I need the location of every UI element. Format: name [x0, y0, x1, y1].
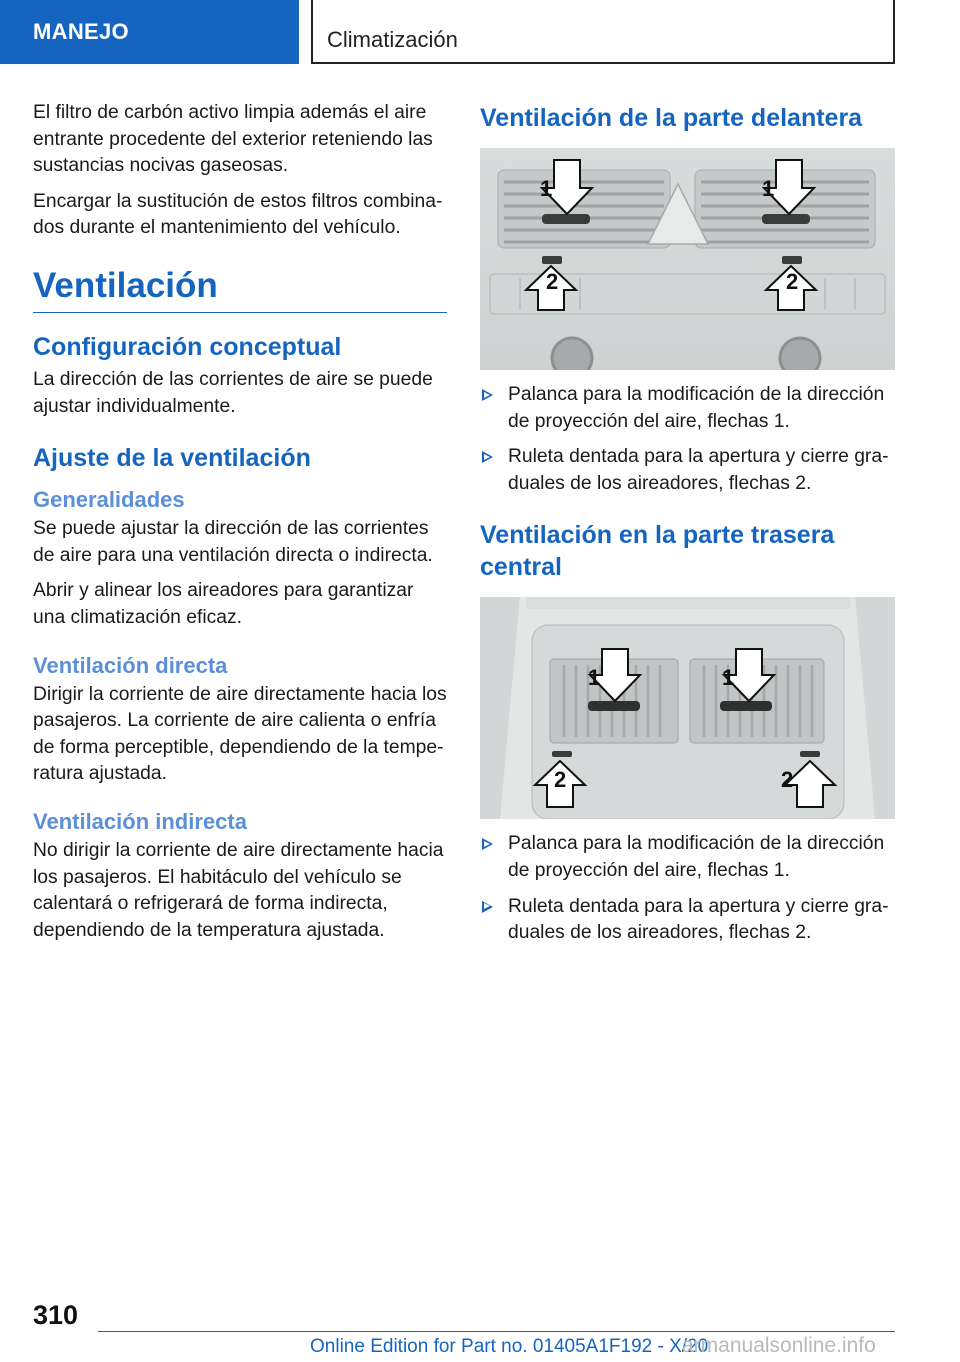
list-item [480, 382, 895, 435]
rear-vent-list [480, 831, 895, 946]
concept-text: La dirección de las corrientes de aire se puede ajustar individualmente. [33, 368, 433, 417]
footer-edition-text: Online Edition for Part no. 01405A1F192 - X/20 [310, 1336, 709, 1357]
list-item-text: Ruleta dentada para la apertura y cierre graduales de los aireadores, flechas 2. [508, 446, 889, 494]
front-vents-illustration [480, 148, 895, 370]
list-item-text: Ruleta dentada para la apertura y cierre graduales de los aireadores, flechas 2. [508, 895, 889, 944]
direct-heading: Ventilación directa [33, 652, 228, 678]
chapter-heading-ventilacion: Ventilación [33, 264, 447, 313]
rear-callout-2-left: 2 [554, 767, 567, 793]
rear-callout-1-right: 1 [722, 665, 735, 691]
front-vents-figure [480, 148, 895, 370]
chapter-tab [0, 0, 299, 64]
left-column [33, 100, 447, 953]
front-callout-1-right: 1 [762, 176, 775, 201]
triangle-bullet-icon [482, 838, 493, 850]
indirect-text: No dirigir la corriente de aire directamente hacia los pasajeros. El habitáculo del vehículo se calentará o refrigerará de forma indirecta, dependiendo de la temperatura ajustada. [33, 839, 444, 941]
section-title: Climatización [327, 27, 458, 52]
page-number: 310 [33, 1300, 79, 1330]
chapter-title: MANEJO [33, 19, 129, 44]
right-column [480, 100, 895, 956]
front-vent-heading: Ventilación de la parte delantera [480, 104, 863, 132]
watermark: armanualsonline.info [682, 1334, 876, 1357]
general-heading: Generalidades [33, 487, 185, 513]
concept-heading: Configuración conceptual [33, 332, 342, 361]
front-callout-2-left: 2 [546, 269, 559, 294]
list-item [480, 831, 895, 884]
adjust-heading: Ajuste de la ventilación [33, 444, 311, 473]
triangle-bullet-icon [482, 901, 493, 913]
section-header [311, 0, 895, 64]
footer-divider [98, 1331, 895, 1332]
indirect-heading: Ventilación indirecta [33, 808, 247, 834]
rear-vents-figure [480, 597, 895, 819]
triangle-bullet-icon [482, 451, 493, 463]
list-item-text: Palanca para la modificación de la dirección de proyección del aire, flechas 1. [508, 384, 885, 432]
rear-vents-illustration [480, 597, 895, 819]
rear-callout-1-left: 1 [588, 665, 601, 691]
front-callout-2-right: 2 [786, 269, 799, 294]
direct-text: Dirigir la corriente de aire directamente hacia los pasajeros. La corriente de aire calienta o enfría de forma perceptible, dependiendo de la temperatura ajustada. [33, 683, 447, 785]
intro-paragraph-2: Encargar la sustitución de estos filtros combinados durante el mantenimiento del vehículo. [33, 190, 443, 239]
intro-paragraph-1: El filtro de carbón activo limpia además el aire entrante procedente del exterior reteniendo las sustancias nocivas gaseosas. [33, 102, 433, 177]
general-text-1: Se puede ajustar la dirección de las corrientes de aire para una ventilación directa o indirecta. [33, 518, 433, 566]
list-item [480, 444, 895, 497]
list-item-text: Palanca para la modificación de la dirección de proyección del aire, flechas 1. [508, 833, 885, 881]
rear-vent-heading: Ventilación en la parte trasera central [480, 521, 835, 582]
general-text-2: Abrir y alinear los aireadores para garantizar una climatización eficaz. [33, 580, 414, 628]
list-item [480, 894, 895, 947]
front-vent-list [480, 382, 895, 497]
triangle-bullet-icon [482, 389, 493, 401]
rear-callout-2-right: 2 [781, 767, 794, 793]
front-callout-1-left: 1 [540, 176, 553, 201]
